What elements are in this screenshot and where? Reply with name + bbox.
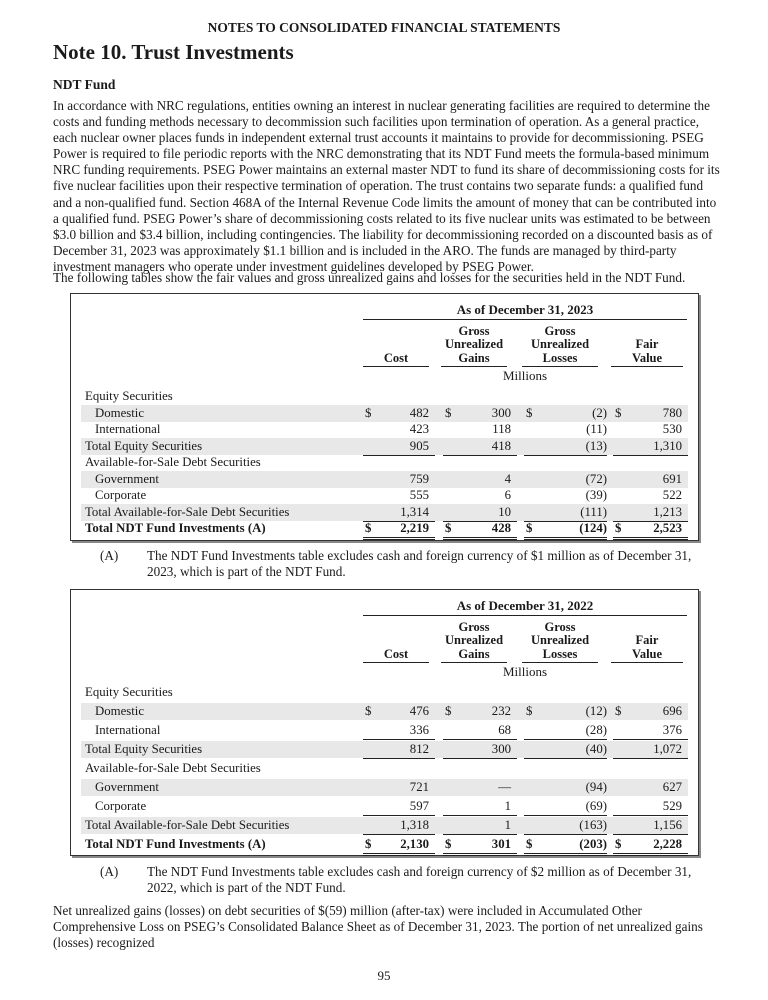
dollar-sign: $ (526, 837, 533, 851)
col-fair-value-cell (613, 779, 688, 796)
col-cost-cell (363, 487, 435, 505)
cell-value: 2,219 (400, 521, 429, 535)
col-losses-cell (524, 798, 607, 816)
col-cost-cell (363, 438, 435, 456)
cell-value: 627 (662, 780, 682, 794)
col-gains-cell (443, 703, 517, 720)
ndt-fund-table-2023 (70, 293, 699, 541)
cell-value: 1 (504, 799, 511, 813)
cell-value: 759 (409, 471, 429, 486)
cell-value: (94) (585, 780, 607, 794)
cell-value: 4 (504, 471, 511, 486)
cell-value: (72) (585, 471, 607, 486)
dollar-sign: $ (445, 704, 452, 718)
col-losses-cell (524, 817, 607, 835)
cell-value: 1,310 (653, 438, 682, 453)
unrealized-gains-paragraph: Net unrealized gains (losses) on debt securities of $(59) million (after-tax) were included in Accumulated Other Comprehensive Loss on PSEG’s Consolidated Balance Sheet as of December 31, 2023. The portion of net unrealized gains (losses) recognized (53, 903, 703, 951)
period-header: As of December 31, 2023 (363, 302, 687, 320)
table-row (81, 405, 688, 422)
dollar-sign: $ (445, 837, 452, 851)
col-losses-cell (524, 741, 607, 759)
col-fair-value-cell (613, 487, 688, 505)
header-line: Losses (542, 646, 578, 661)
row-label: Corporate (95, 799, 147, 813)
col-gains-cell (443, 471, 517, 488)
col-gains-cell (443, 798, 517, 816)
cell-value: 691 (662, 471, 682, 486)
col-losses-cell (524, 471, 607, 488)
table-row (81, 722, 688, 739)
period-header: As of December 31, 2022 (363, 598, 687, 616)
header-line: Gross (458, 323, 490, 338)
cell-value: (39) (585, 488, 607, 502)
table-row (81, 438, 688, 455)
cell-value: 1,072 (653, 742, 682, 756)
col-cost-cell (363, 405, 435, 422)
col-losses-cell (524, 722, 607, 740)
header-line: Fair (635, 633, 659, 647)
col-gains-cell (443, 504, 517, 522)
cell-value: 721 (409, 780, 429, 794)
col-losses-header (522, 323, 598, 367)
footnote-text: The NDT Fund Investments table excludes cash and foreign currency of $1 million as of December 31, 2023, which is part of the NDT Fund. (147, 548, 692, 579)
cell-value: (40) (585, 742, 607, 756)
row-label: Total NDT Fund Investments (A) (85, 521, 266, 535)
cell-value: (11) (586, 422, 607, 436)
table-row (81, 760, 688, 777)
col-gains-cell (443, 817, 517, 835)
ndt-fund-table-2022 (70, 589, 699, 856)
row-label: Domestic (95, 405, 145, 420)
cell-value: 555 (409, 488, 429, 502)
col-fair-value-cell (613, 703, 688, 720)
col-cost-cell (363, 836, 435, 856)
cell-value: 68 (498, 723, 511, 737)
dollar-sign: $ (365, 521, 372, 535)
cell-value: 905 (409, 438, 429, 453)
col-fair-value-cell (613, 471, 688, 488)
cell-value: 780 (662, 405, 682, 420)
header-line: Gross (544, 619, 576, 634)
col-gains-header (441, 323, 507, 367)
col-losses-cell (524, 405, 607, 422)
header-line: Fair (635, 337, 659, 351)
col-fair-value-cell (613, 504, 688, 522)
col-losses-cell (524, 703, 607, 720)
col-gains-cell (443, 438, 517, 456)
table-row (81, 741, 688, 758)
cell-value: 423 (409, 422, 429, 436)
cell-value: 522 (662, 488, 682, 502)
row-label: International (95, 723, 161, 737)
header-line: Unrealized (444, 337, 504, 351)
footnote-mark: (A) (100, 548, 119, 563)
header-line: Gains (458, 350, 490, 365)
table-row (81, 487, 688, 504)
cell-value: 482 (409, 405, 429, 420)
col-losses-cell (524, 836, 607, 856)
col-gains-header (441, 619, 507, 663)
cell-value: 300 (491, 742, 511, 756)
cell-value: (28) (585, 723, 607, 737)
col-losses-cell (524, 438, 607, 456)
col-gains-cell (443, 779, 517, 796)
cell-value: 476 (409, 704, 429, 718)
dollar-sign: $ (615, 521, 622, 535)
row-label: Government (95, 780, 159, 794)
col-fair-value-cell (613, 741, 688, 759)
header-line: Value (631, 350, 663, 365)
dollar-sign: $ (526, 704, 533, 718)
row-label: Total Available-for-Sale Debt Securities (85, 504, 290, 519)
cell-value: — (498, 780, 511, 794)
cell-value: (124) (579, 521, 607, 535)
table-row (81, 703, 688, 720)
cell-value: 336 (409, 723, 429, 737)
table-row (81, 504, 688, 521)
dollar-sign: $ (615, 837, 622, 851)
cell-value: 1,213 (653, 504, 682, 519)
dollar-sign: $ (445, 521, 452, 535)
cell-value: 1,314 (400, 504, 429, 519)
table-row (81, 836, 688, 853)
cell-value: (203) (579, 837, 607, 851)
row-label: Available-for-Sale Debt Securities (85, 455, 261, 469)
col-cost-cell (363, 421, 435, 439)
table-row (81, 798, 688, 815)
row-label: Equity Securities (85, 685, 173, 699)
cell-value: 1,318 (400, 818, 429, 832)
cell-value: 529 (662, 799, 682, 813)
cell-value: 10 (498, 504, 511, 519)
col-losses-cell (524, 487, 607, 505)
dollar-sign: $ (365, 704, 372, 718)
header-line: Unrealized (530, 633, 590, 647)
cell-value: (111) (580, 504, 607, 519)
dollar-sign: $ (365, 837, 372, 851)
col-gains-cell (443, 836, 517, 856)
cell-value: 376 (662, 723, 682, 737)
cell-value: (69) (585, 799, 607, 813)
row-label: Equity Securities (85, 389, 173, 403)
dollar-sign: $ (365, 405, 372, 420)
header-line: Value (631, 646, 663, 661)
col-cost-cell (363, 703, 435, 720)
table-row (81, 817, 688, 834)
table-row (81, 454, 688, 471)
col-losses-header (522, 619, 598, 663)
row-label: International (95, 422, 161, 436)
header-line: Losses (542, 350, 578, 365)
page-number: 95 (377, 968, 391, 983)
col-fair-value-cell (613, 421, 688, 439)
cell-value: 428 (491, 521, 511, 535)
cell-value: 1,156 (653, 818, 682, 832)
col-fair-value-header (611, 323, 683, 367)
col-fair-value-cell (613, 520, 688, 540)
row-label: Total Equity Securities (85, 438, 203, 453)
dollar-sign: $ (526, 405, 533, 420)
table-row (81, 684, 688, 701)
col-cost-cell (363, 504, 435, 522)
intro-paragraph: In accordance with NRC regulations, entities owning an interest in nuclear generating facilities are required to determine the costs and funding methods necessary to decommission such facilities upon termination of operation. As a general practice, each nuclear owner places funds in independent external trust accounts it maintains to provide for decommissioning. PSEG Power is required to file periodic reports with the NRC demonstrating that its NDT Fund meets the formula-based minimum NRC funding requirements. PSEG Power maintains an external master NDT to fund its share of decommissioning costs for its five nuclear facilities upon their respective termination of operation. The trust contains two separate funds: a qualified fund and a non-qualified fund. Section 468A of the Internal Revenue Code limits the amount of money that can be contributed into a qualified fund. PSEG Power’s share of decommissioning costs related to its five nuclear units was estimated to be between $3.0 billion and $3.4 billion, including contingencies. The liability for decommissioning recorded on a discounted basis as of December 31, 2023 was approximately $1.1 billion and is included in the ARO. The funds are managed by third-party investment managers who operate under investment guidelines developed by PSEG Power. (53, 98, 720, 274)
row-label: Available-for-Sale Debt Securities (85, 761, 261, 775)
row-label: Government (95, 471, 159, 486)
cell-value: 2,130 (400, 837, 429, 851)
table-row (81, 388, 688, 405)
col-gains-cell (443, 405, 517, 422)
col-gains-cell (443, 520, 517, 540)
row-label: Total Equity Securities (85, 742, 203, 756)
col-cost-cell (363, 741, 435, 759)
dollar-sign: $ (445, 405, 452, 420)
table-row (81, 471, 688, 488)
header-line: Unrealized (530, 337, 590, 351)
col-gains-cell (443, 487, 517, 505)
row-label: Total Available-for-Sale Debt Securities (85, 818, 290, 832)
col-gains-cell (443, 722, 517, 740)
col-fair-value-cell (613, 438, 688, 456)
col-fair-value-cell (613, 798, 688, 816)
col-fair-value-cell (613, 405, 688, 422)
cell-value: 232 (491, 704, 511, 718)
col-cost-cell (363, 471, 435, 488)
header-line: Cost (383, 350, 409, 365)
col-fair-value-cell (613, 817, 688, 835)
header-line: Gross (458, 619, 490, 634)
cell-value: 2,523 (653, 521, 682, 535)
cell-value: 530 (662, 422, 682, 436)
row-label: Total NDT Fund Investments (A) (85, 837, 266, 851)
cell-value: 1 (504, 818, 511, 832)
col-cost-header (363, 323, 429, 367)
header-line: Cost (383, 646, 409, 661)
col-cost-cell (363, 722, 435, 740)
page-header: NOTES TO CONSOLIDATED FINANCIAL STATEMENTS (207, 20, 561, 35)
cell-value: 118 (492, 422, 511, 436)
col-fair-value-cell (613, 722, 688, 740)
table-row (81, 779, 688, 796)
header-line: Gross (544, 323, 576, 338)
cell-value: 6 (504, 488, 511, 502)
table-row (81, 421, 688, 438)
header-line: Unrealized (444, 633, 504, 647)
dollar-sign: $ (526, 521, 533, 535)
cell-value: 812 (409, 742, 429, 756)
col-fair-value-cell (613, 836, 688, 856)
cell-value: (12) (585, 704, 607, 718)
col-losses-cell (524, 504, 607, 522)
cell-value: 418 (491, 438, 511, 453)
col-losses-cell (524, 421, 607, 439)
cell-value: (163) (579, 818, 607, 832)
cell-value: 2,228 (653, 837, 682, 851)
col-fair-value-header (611, 619, 683, 663)
col-cost-cell (363, 817, 435, 835)
header-line: Gains (458, 646, 490, 661)
cell-value: (2) (592, 405, 607, 420)
col-cost-header (363, 619, 429, 663)
col-cost-cell (363, 520, 435, 540)
col-cost-cell (363, 779, 435, 796)
col-losses-cell (524, 520, 607, 540)
col-gains-cell (443, 741, 517, 759)
col-losses-cell (524, 779, 607, 796)
col-cost-cell (363, 798, 435, 816)
row-label: Corporate (95, 488, 147, 502)
col-gains-cell (443, 421, 517, 439)
cell-value: 301 (491, 837, 511, 851)
cell-value: 597 (409, 799, 429, 813)
table-row (81, 520, 688, 537)
cell-value: 300 (491, 405, 511, 420)
tables-intro-paragraph: The following tables show the fair values and gross unrealized gains and losses for the securities held in the NDT Fund. (53, 270, 686, 285)
footnote-mark: (A) (100, 864, 119, 879)
row-label: Domestic (95, 704, 145, 718)
cell-value: (13) (585, 438, 607, 453)
footnote-text: The NDT Fund Investments table excludes cash and foreign currency of $2 million as of December 31, 2022, which is part of the NDT Fund. (147, 864, 692, 895)
dollar-sign: $ (615, 704, 622, 718)
dollar-sign: $ (615, 405, 622, 420)
unit-label: Millions (502, 368, 548, 383)
cell-value: 696 (662, 704, 682, 718)
section-title: NDT Fund (53, 77, 116, 92)
note-title: Note 10. Trust Investments (53, 40, 294, 64)
unit-label: Millions (502, 664, 548, 679)
